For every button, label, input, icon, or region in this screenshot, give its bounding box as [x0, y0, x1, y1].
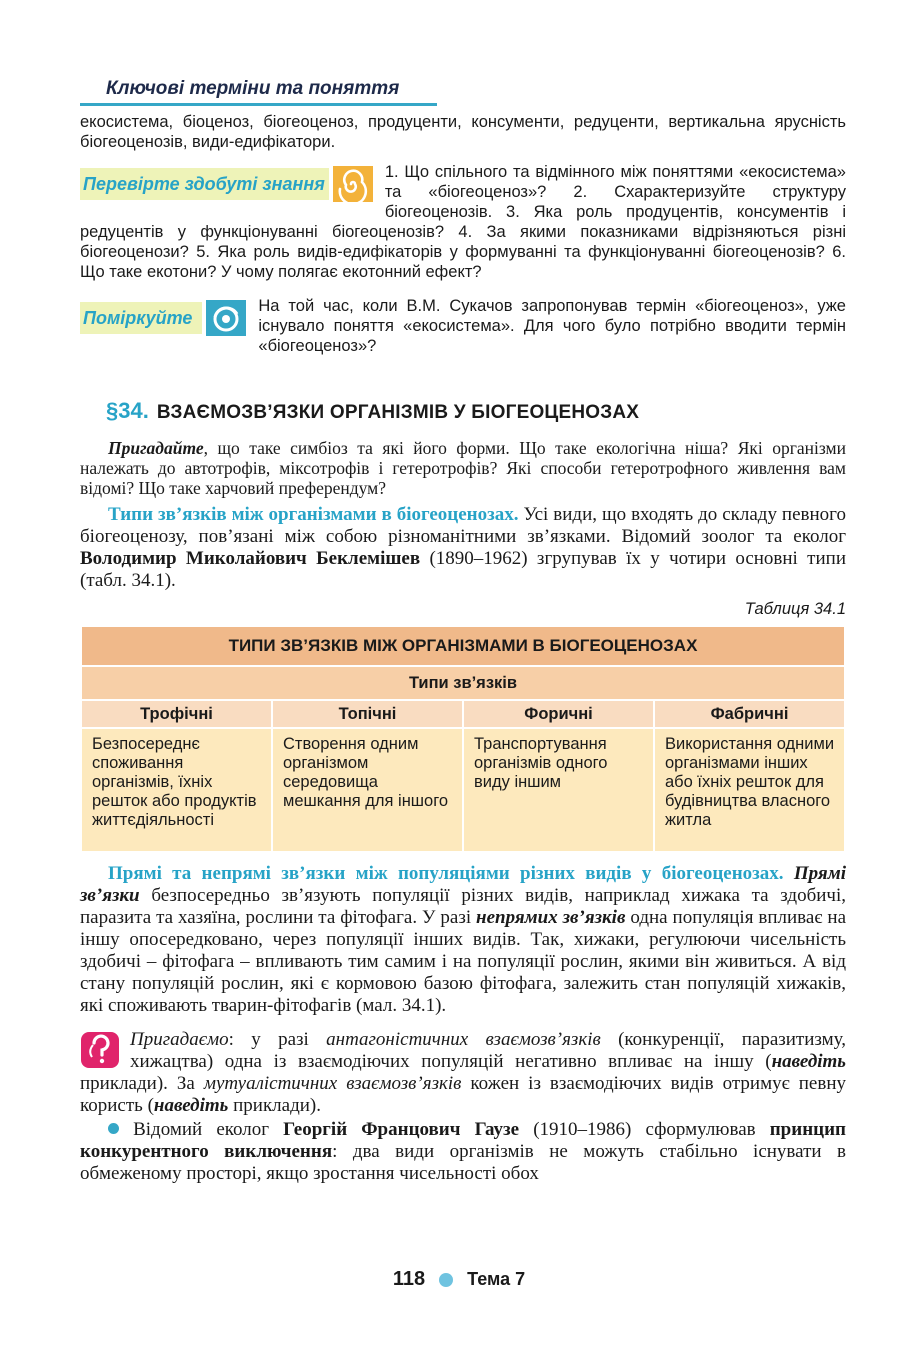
recall-block: [80, 1029, 846, 1117]
question-icon: [80, 1031, 120, 1069]
paragraph-text: Усі види, що входять до складу певного біогеоценозу, пов’язані між собою різноманітними зв’язками. Відомий зоолог та еколог: [80, 504, 846, 547]
scientist-name: Володимир Миколайович Беклемішев: [80, 548, 421, 569]
recall-action: наведіть: [153, 1095, 229, 1116]
table-title: ТИПИ ЗВ’ЯЗКІВ МІЖ ОРГАНІЗМАМИ В БІОГЕОЦЕНОЗАХ: [82, 627, 844, 665]
paragraph-text: безпосередньо зв’язують популяції різних видів, наприклад хижака та здобичі, паразита та хазяїна, рослини та фітофага. У разі: [80, 885, 846, 928]
table-header-cell: Фабричні: [655, 701, 844, 727]
section-number: §34.: [106, 398, 149, 423]
table-cell: Безпосереднє споживання організмів, їхніх решток або продуктів життєдіяльності: [82, 729, 271, 851]
table-subtitle: Типи зв’язків: [82, 667, 844, 699]
page-footer: [0, 1268, 918, 1291]
table-header-cell: Форичні: [464, 701, 653, 727]
term-indirect: непрямих зв’язків: [476, 907, 626, 928]
key-terms-text: екосистема, біоценоз, біогеоценоз, продуценти, консументи, редуценти, вертикальна ярусність біогеоценозів, види-едифікатори.: [80, 113, 846, 151]
key-terms-title: Ключові терміни та поняття: [106, 78, 400, 99]
check-knowledge-text: 1. Що спільного та відмінного між поняттями «екосистема» та «біогеоценоз»? 2. Схарактеризуйте структуру біогеоценозів. 3. Яка роль продуцентів, консументів і редуцентів у функціонуванні біогеоценозів? 4. За якими показниками відрізняються різні біогеоценози? 5. Яка роль видів-едифікаторів у формуванні та функціонуванні біогеоценозів? 6. Що таке екотони? У чому полягає екотонний ефект?: [80, 163, 846, 281]
recall-lead: Пригадаємо: [130, 1029, 229, 1050]
page-number: 118: [392, 1268, 426, 1290]
paragraph-text: (1890–1962) згрупував їх у чотири основні типи (табл. 34.1).: [80, 548, 846, 591]
think-badge: [80, 300, 246, 336]
paragraph-text: : два види організмів не можуть стабільно існувати в обмеженому просторі, якщо зростання чисельності обох: [80, 1141, 846, 1184]
remember-text: , що таке симбіоз та які його форми. Що таке екологічна ніша? Які організми належать до автотрофів, міксотрофів і гетеротрофів? Які способи гетеротрофного живлення вам відомі? Що таке харчовий преферендум?: [80, 438, 846, 498]
check-knowledge-label: Перевірте здобуті знання: [80, 168, 329, 200]
recall-text: (конкуренції, паразитизму, хижацтва) одна із взаємодіючих популяцій негативно впливає на іншу (: [130, 1029, 847, 1072]
paragraph-text: одна популяція впливає на іншу опосередковано, через популяції інших видів. Так, хижаки, регулюючи чисельність здобичі – фітофага – впливають тим самим і на популяції рослин, якими він живиться. А від стану популяцій рослин, які є кормовою базою фітофага, залежить стан популяцій хижаків, які споживають тварин-фітофагів (мал. 34.1).: [80, 907, 847, 1016]
paragraph-text: (1910–1986) сформулював: [519, 1119, 770, 1140]
check-knowledge-badge: [80, 166, 373, 202]
textbook-page: [80, 78, 846, 1185]
table-header-cell: Топічні: [273, 701, 462, 727]
scientist-name: Георгій Францович Гаузе: [283, 1119, 520, 1140]
paragraph-direct-indirect: [80, 863, 846, 1017]
topic-label: Тема 7: [467, 1269, 526, 1289]
paragraph-lead: Прямі та непрямі зв’язки між популяціями різних видів у біогеоценозах.: [108, 863, 784, 884]
section-title: ВЗАЄМОЗВ’ЯЗКИ ОРГАНІЗМІВ У БІОГЕОЦЕНОЗАХ: [156, 402, 640, 423]
think-label: Поміркуйте: [80, 302, 202, 334]
term-direct: Прямі зв’язки: [80, 863, 846, 906]
bullet-dot-icon: [108, 1123, 119, 1134]
recall-text: кожен із взаємодіючих видів отримує певну користь (: [80, 1073, 846, 1116]
table-header-cell: Трофічні: [82, 701, 271, 727]
table-cell: Транспортування організмів одного виду іншим: [464, 729, 653, 851]
section-heading: [80, 398, 846, 424]
paragraph-text: Відомий еколог: [119, 1119, 284, 1140]
paragraph-types-of-links: [80, 504, 846, 592]
think-block: [80, 296, 846, 356]
principle-term: принцип конкурентного виключення: [80, 1119, 846, 1162]
recall-text: приклади).: [228, 1095, 322, 1116]
remember-lead: Пригадайте: [108, 438, 204, 458]
table-cell: Використання одними організмами інших або їхніх решток для будівництва власного житла: [655, 729, 844, 851]
paragraph-lead: Типи зв’язків між організмами в біогеоценозах.: [108, 504, 519, 525]
lens-icon: [206, 300, 246, 336]
remember-paragraph: [80, 438, 846, 498]
links-table: [80, 625, 846, 853]
recall-action: наведіть: [771, 1051, 846, 1072]
recall-term: антагоністичних взаємозв’язків: [326, 1029, 601, 1050]
table-caption: Таблиця 34.1: [744, 600, 846, 618]
footer-dot-icon: [439, 1273, 453, 1287]
key-terms-underline: [80, 103, 437, 106]
check-knowledge-block: [80, 162, 846, 282]
recall-text: : у разі: [228, 1029, 327, 1050]
recall-text: приклади). За: [80, 1073, 204, 1094]
spiral-icon: [333, 166, 373, 202]
think-text: На той час, коли В.М. Сукачов запропонував термін «біогеоценоз», уже існувало поняття «екосистема». Для чого було потрібно вводити термін «біогеоценоз»?: [258, 297, 846, 355]
key-terms-block: [80, 78, 846, 152]
paragraph-gause: [80, 1119, 846, 1185]
recall-term: мутуалістичних взаємозв’язків: [203, 1073, 462, 1094]
table-cell: Створення одним організмом середовища мешкання для іншого: [273, 729, 462, 851]
